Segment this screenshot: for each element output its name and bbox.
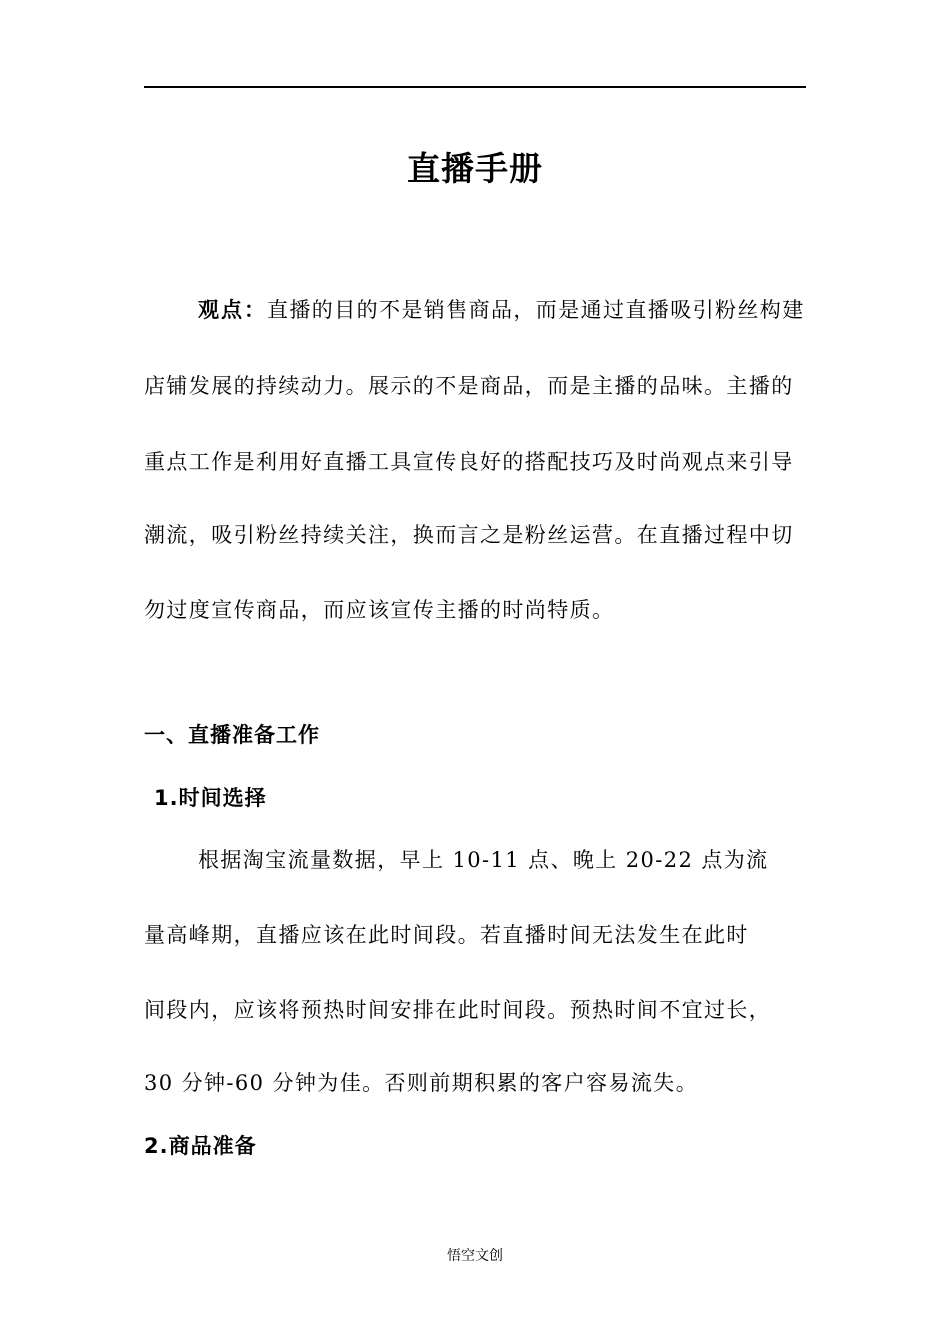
time-line-2: 量高峰期，直播应该在此时间段。若直播时间无法发生在此时 <box>144 923 749 947</box>
footer-brand: 悟空文创 <box>447 1248 503 1264</box>
viewpoint-line-4: 潮流，吸引粉丝持续关注，换而言之是粉丝运营。在直播过程中切 <box>144 523 794 547</box>
viewpoint-line-5: 勿过度宣传商品，而应该宣传主播的时尚特质。 <box>144 598 615 622</box>
time-line-3: 间段内，应该将预热时间安排在此时间段。预热时间不宜过长， <box>144 998 772 1022</box>
viewpoint-line-3: 重点工作是利用好直播工具宣传良好的搭配技巧及时尚观点来引导 <box>144 450 794 474</box>
header-rule <box>144 86 806 88</box>
subsection-heading-goods: 2.商品准备 <box>144 1134 257 1158</box>
viewpoint-line-1 <box>198 296 868 324</box>
time-line-4: 30 分钟-60 分钟为佳。否则前期积累的客户容易流失。 <box>144 1071 699 1095</box>
time-line-1: 根据淘宝流量数据，早上 10-11 点、晚上 20-22 点为流 <box>198 848 769 872</box>
subsection-heading-time: 1.时间选择 <box>154 786 267 810</box>
section-heading: 一、直播准备工作 <box>144 723 320 747</box>
viewpoint-line-2: 店铺发展的持续动力。展示的不是商品，而是主播的品味。主播的 <box>144 374 794 398</box>
page-title: 直播手册 <box>407 149 543 188</box>
viewpoint-text: 直播的目的不是销售商品，而是通过直播吸引粉丝构建 <box>267 298 805 322</box>
viewpoint-label: 观点： <box>198 298 267 322</box>
